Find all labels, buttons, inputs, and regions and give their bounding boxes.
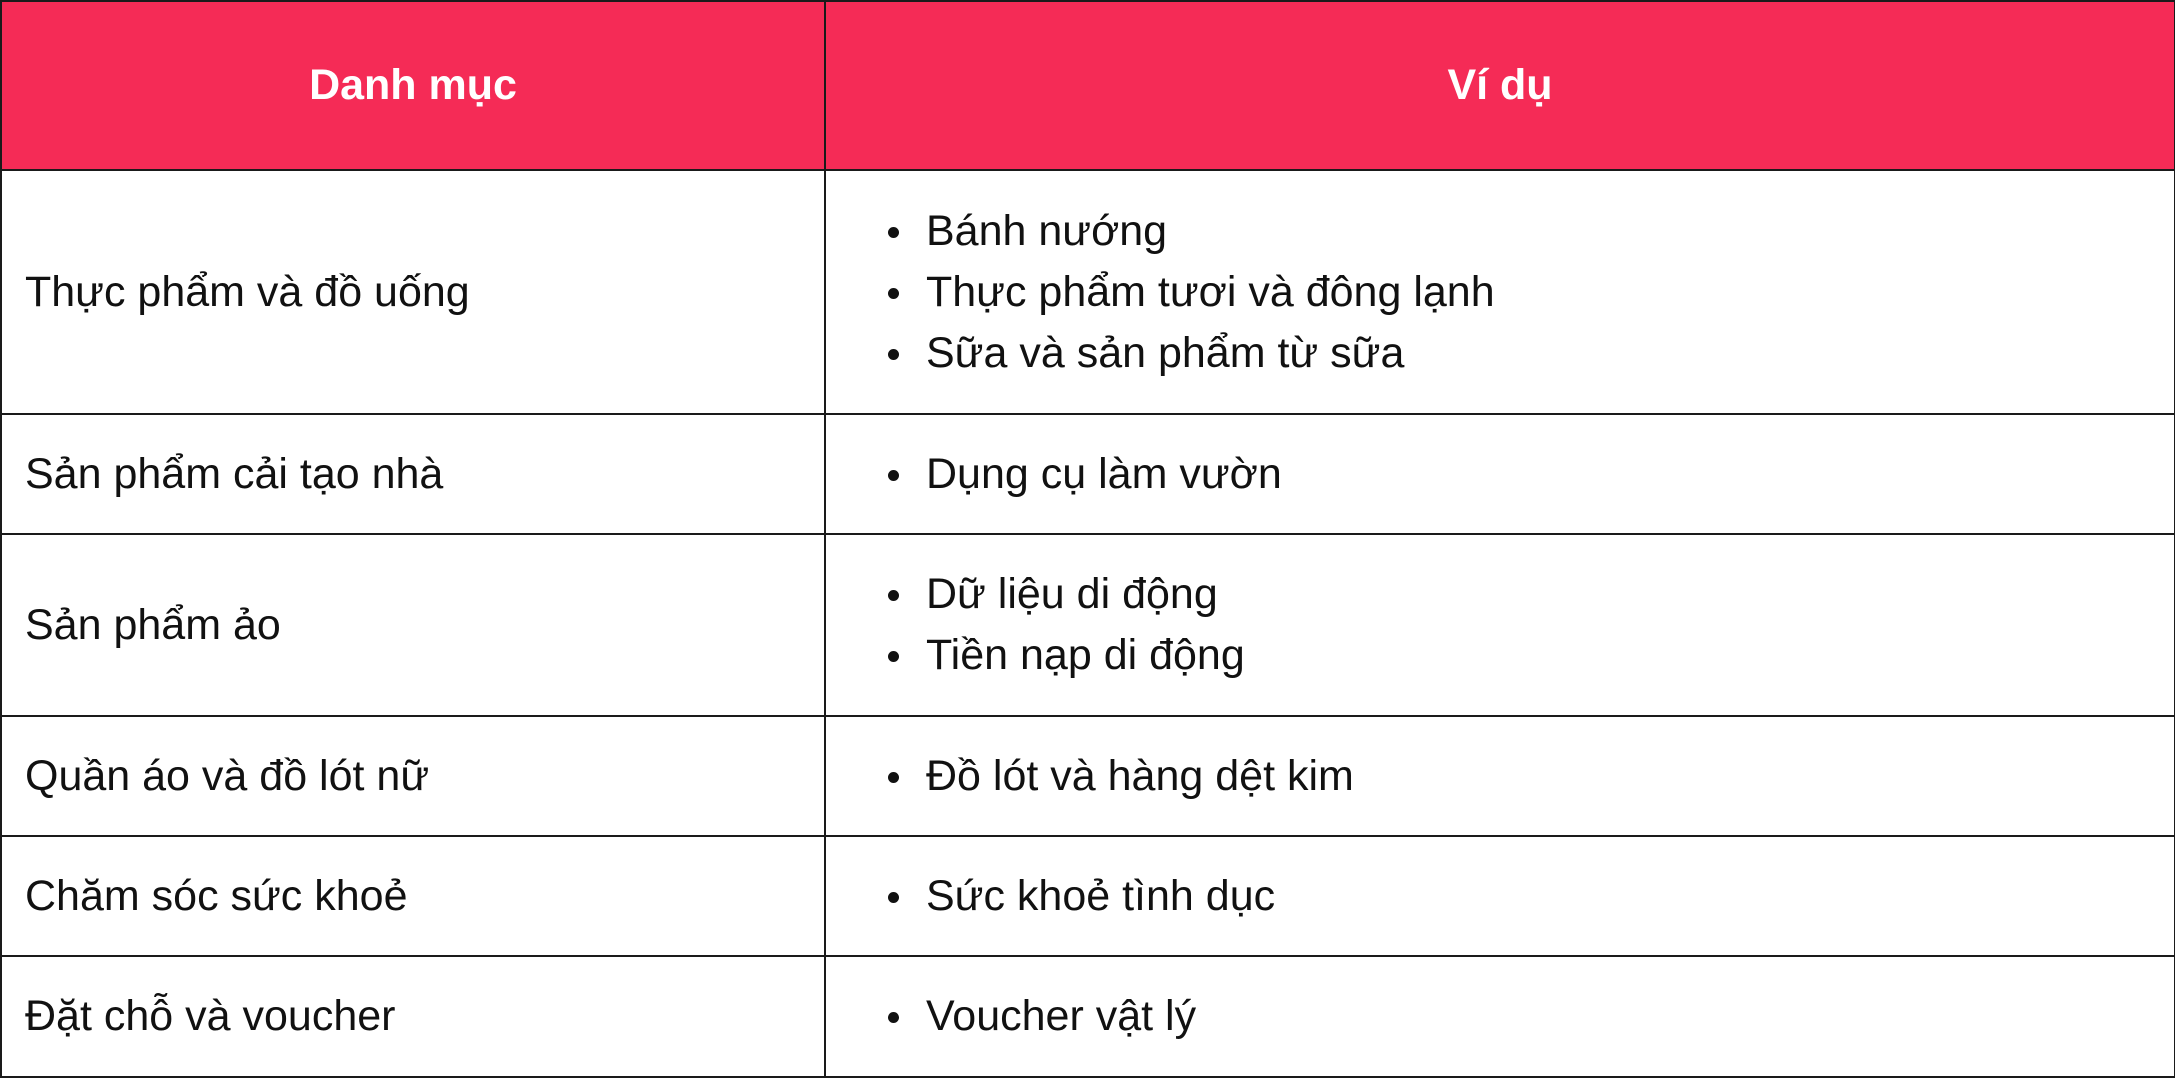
- example-list: [826, 201, 2174, 384]
- examples-cell: [825, 414, 2175, 534]
- example-item: Đồ lót và hàng dệt kim: [926, 746, 2174, 807]
- table-header-row: [1, 1, 2175, 170]
- example-list: [826, 986, 2174, 1047]
- category-cell: Chăm sóc sức khoẻ: [1, 836, 825, 956]
- example-item: Dụng cụ làm vườn: [926, 444, 2174, 505]
- category-cell: Thực phẩm và đồ uống: [1, 170, 825, 414]
- table-row: [1, 170, 2175, 414]
- example-list: [826, 444, 2174, 505]
- table-row: [1, 836, 2175, 956]
- examples-cell: [825, 534, 2175, 716]
- example-list: [826, 564, 2174, 686]
- table-row: [1, 716, 2175, 836]
- category-cell: Sản phẩm ảo: [1, 534, 825, 716]
- examples-cell: [825, 956, 2175, 1077]
- category-cell: Sản phẩm cải tạo nhà: [1, 414, 825, 534]
- example-item: Tiền nạp di động: [926, 625, 2174, 686]
- table-row: [1, 956, 2175, 1077]
- category-cell: Đặt chỗ và voucher: [1, 956, 825, 1077]
- example-item: Sữa và sản phẩm từ sữa: [926, 323, 2174, 384]
- example-list: [826, 746, 2174, 807]
- example-list: [826, 866, 2174, 927]
- example-item: Bánh nướng: [926, 201, 2174, 262]
- example-item: Voucher vật lý: [926, 986, 2174, 1047]
- table-row: [1, 414, 2175, 534]
- table-row: [1, 534, 2175, 716]
- examples-cell: [825, 170, 2175, 414]
- examples-cell: [825, 836, 2175, 956]
- example-item: Sức khoẻ tình dục: [926, 866, 2174, 927]
- header-examples: Ví dụ: [825, 1, 2175, 170]
- category-cell: Quần áo và đồ lót nữ: [1, 716, 825, 836]
- example-item: Thực phẩm tươi và đông lạnh: [926, 262, 2174, 323]
- example-item: Dữ liệu di động: [926, 564, 2174, 625]
- examples-cell: [825, 716, 2175, 836]
- header-category: Danh mục: [1, 1, 825, 170]
